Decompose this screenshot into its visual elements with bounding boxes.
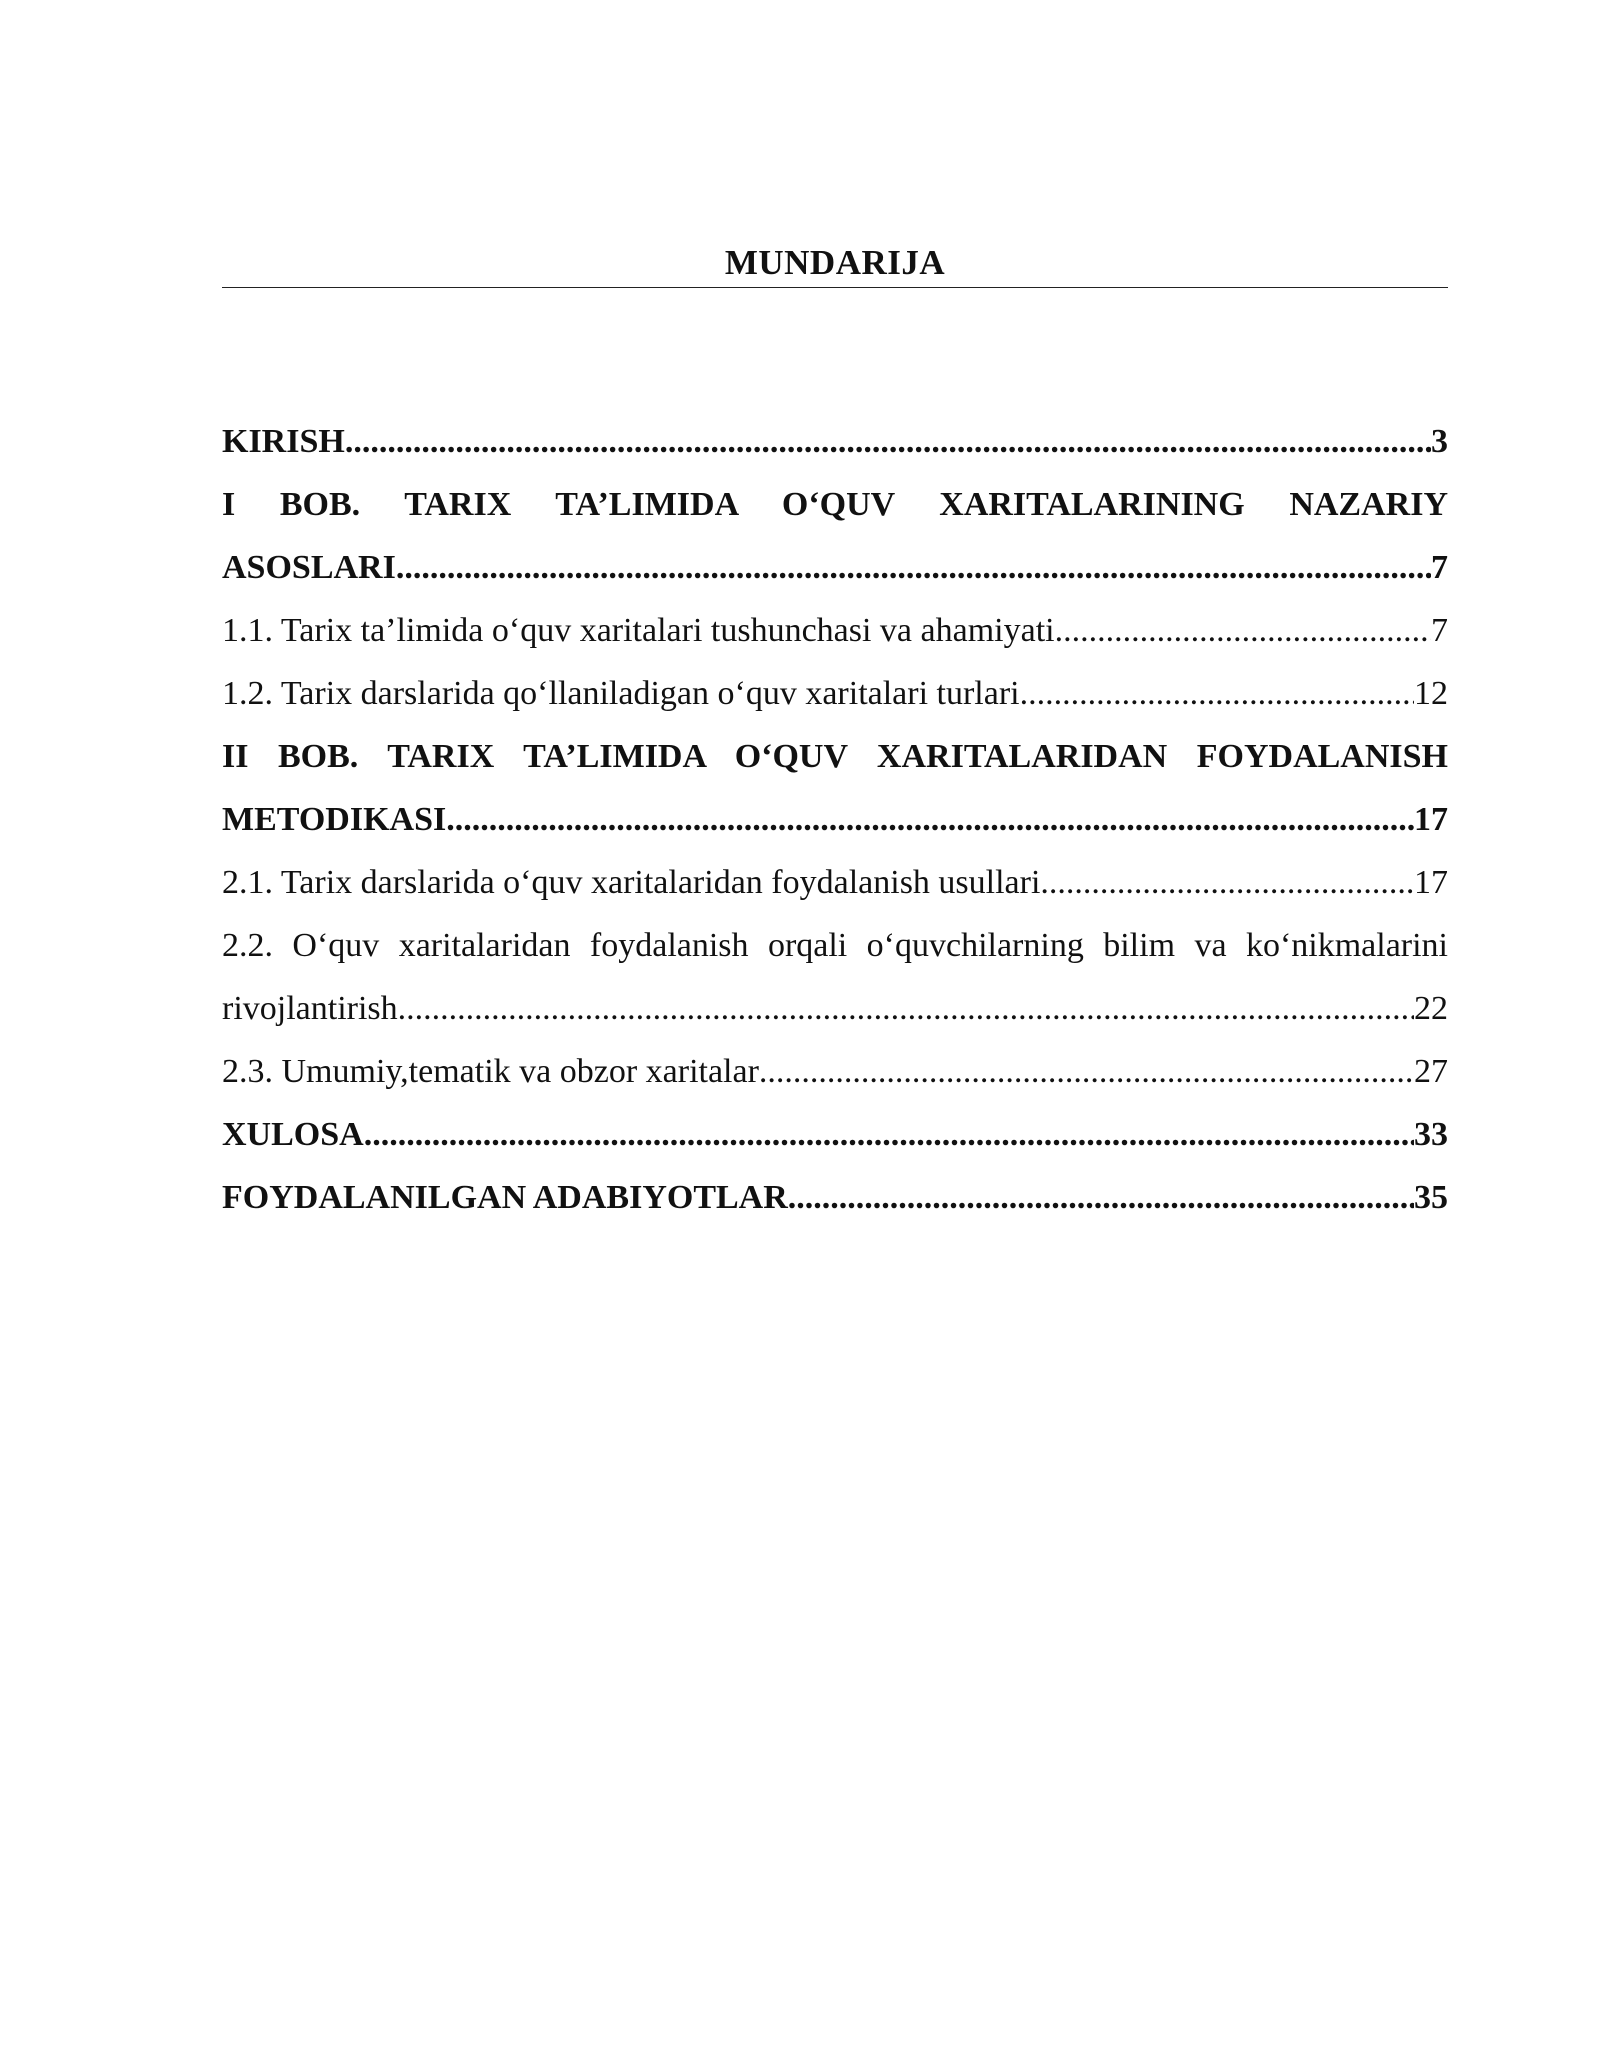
dot-leader bbox=[1020, 662, 1414, 725]
toc-line bbox=[222, 1166, 1448, 1229]
toc-page-number: 12 bbox=[1414, 675, 1448, 712]
toc-page-number: 7 bbox=[1431, 549, 1448, 586]
toc-entry-title: 2.1. Tarix darslarida o‘quv xaritalaridan foydalanish usullari bbox=[222, 864, 1041, 901]
dot-leader bbox=[446, 788, 1414, 851]
toc-line bbox=[222, 536, 1448, 599]
dot-leader bbox=[398, 977, 1414, 1040]
dot-leader bbox=[396, 536, 1431, 599]
toc-entry[interactable] bbox=[222, 599, 1448, 662]
toc-line bbox=[222, 1040, 1448, 1103]
dot-leader bbox=[788, 1166, 1414, 1229]
toc-page-number: 7 bbox=[1431, 612, 1448, 649]
page-title: MUNDARIJA bbox=[724, 243, 946, 282]
toc-entry-title: 1.2. Tarix darslarida qo‘llaniladigan o‘quv xaritalari turlari bbox=[222, 675, 1020, 712]
toc-entry-title: 2.3. Umumiy,tematik va obzor xaritalar bbox=[222, 1053, 759, 1090]
toc-page-number: 33 bbox=[1414, 1116, 1448, 1153]
toc-line bbox=[222, 1103, 1448, 1166]
toc-line bbox=[222, 599, 1448, 662]
table-of-contents bbox=[222, 410, 1448, 1229]
toc-page-number: 35 bbox=[1414, 1179, 1448, 1216]
toc-entry[interactable] bbox=[222, 473, 1448, 599]
toc-entry-title-continued: rivojlantirish bbox=[222, 990, 398, 1027]
toc-entry-title: FOYDALANILGAN ADABIYOTLAR bbox=[222, 1179, 788, 1216]
toc-entry-title: XULOSA bbox=[222, 1116, 364, 1153]
toc-entry-title: 1.1. Tarix ta’limida o‘quv xaritalari tushunchasi va ahamiyati bbox=[222, 612, 1055, 649]
dot-leader bbox=[1055, 599, 1431, 662]
toc-line bbox=[222, 851, 1448, 914]
toc-entry-title-continued: METODIKASI bbox=[222, 801, 447, 838]
toc-page-number: 17 bbox=[1414, 801, 1448, 838]
dot-leader bbox=[364, 1103, 1414, 1166]
toc-line bbox=[222, 410, 1448, 473]
title-block bbox=[222, 238, 1448, 288]
toc-entry[interactable] bbox=[222, 1040, 1448, 1103]
toc-page-number: 3 bbox=[1431, 423, 1448, 460]
toc-entry-title-line: 2.2. O‘quv xaritalaridan foydalanish orqali o‘quvchilarning bilim va ko‘nikmalarini bbox=[222, 927, 1448, 964]
dot-leader bbox=[759, 1040, 1414, 1103]
toc-page-number: 22 bbox=[1414, 990, 1448, 1027]
dot-leader bbox=[1040, 851, 1414, 914]
toc-entry-title-line: II BOB. TARIX TA’LIMIDA O‘QUV XARITALARIDAN FOYDALANISH bbox=[222, 738, 1448, 775]
toc-entry-title-continued: ASOSLARI bbox=[222, 549, 396, 586]
dot-leader bbox=[345, 410, 1431, 473]
toc-entry[interactable] bbox=[222, 410, 1448, 473]
toc-line bbox=[222, 662, 1448, 725]
toc-entry[interactable] bbox=[222, 662, 1448, 725]
toc-entry-title: KIRISH bbox=[222, 423, 345, 460]
toc-line bbox=[222, 977, 1448, 1040]
toc-entry[interactable] bbox=[222, 725, 1448, 851]
toc-page-number: 27 bbox=[1414, 1053, 1448, 1090]
toc-entry[interactable] bbox=[222, 1103, 1448, 1166]
toc-entry[interactable] bbox=[222, 851, 1448, 914]
toc-entry-title-line: I BOB. TARIX TA’LIMIDA O‘QUV XARITALARINING NAZARIY bbox=[222, 486, 1448, 523]
toc-line bbox=[222, 788, 1448, 851]
toc-page-number: 17 bbox=[1414, 864, 1448, 901]
toc-entry[interactable] bbox=[222, 1166, 1448, 1229]
page-content bbox=[222, 238, 1448, 1229]
toc-entry[interactable] bbox=[222, 914, 1448, 1040]
